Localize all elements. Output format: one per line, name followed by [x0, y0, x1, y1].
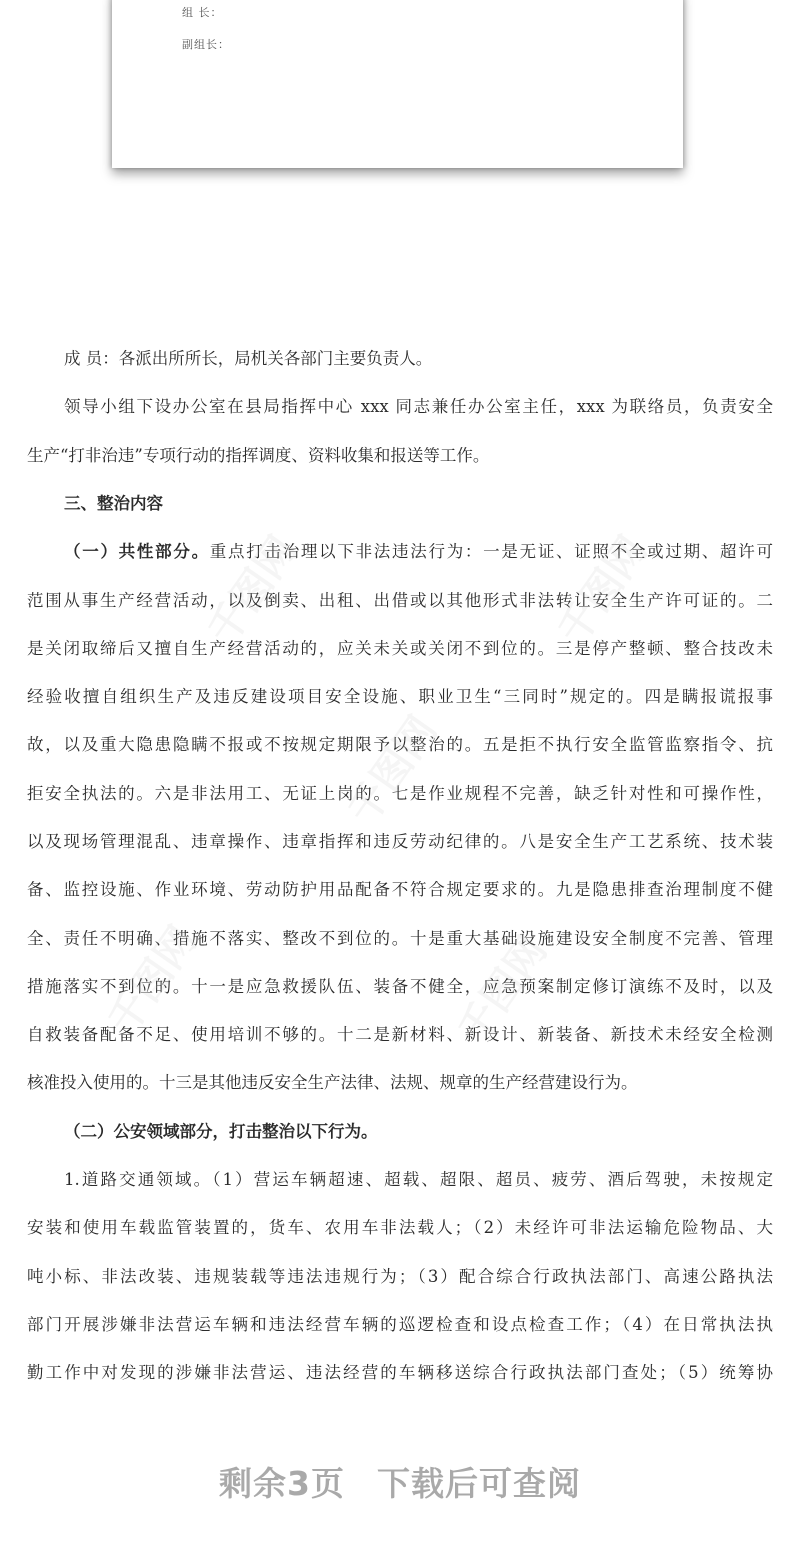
paragraph-first-line: [64, 1122, 773, 1142]
paragraph-line: [27, 1267, 773, 1287]
previous-page-card: [112, 0, 683, 168]
leader-label: 组 长：: [182, 6, 223, 19]
paragraph-line: [27, 832, 773, 852]
watermark: 千图网: [338, 707, 447, 833]
watermark: 千图网: [198, 527, 307, 653]
line-text: 三、整治内容: [64, 494, 163, 513]
line-text: 重点打击治理以下非法违法行为：一是无证、证照不全或过期、超许可: [209, 542, 774, 561]
paragraph-line: [27, 1073, 773, 1093]
paragraph-line: [27, 784, 773, 804]
line-text: 部门开展涉嫌非法营运车辆和违法经营车辆的巡逻检查和设点检查工作；（4）在日常执法执: [27, 1315, 773, 1334]
line-text: 拒安全执法的。六是非法用工、无证上岗的。七是作业规程不完善，缺乏针对性和可操作性，: [27, 784, 773, 803]
watermark: 千图网: [448, 927, 557, 1053]
line-text: 勤工作中对发现的涉嫌非法营运、违法经营的车辆移送综合行政执法部门查处；（5）统筹协: [27, 1363, 773, 1382]
paragraph-line: [27, 977, 773, 997]
paragraph-line: [27, 1363, 773, 1383]
paragraph-line: [27, 687, 773, 707]
paragraph-line: [27, 735, 773, 755]
line-text: 经验收擅自组织生产及违反建设项目安全设施、职业卫生“三同时”规定的。四是瞒报谎报事: [27, 687, 773, 706]
paragraph-first-line: [64, 494, 773, 514]
paragraph-first-line: [64, 397, 773, 417]
line-text: 全、责任不明确、措施不落实、整改不到位的。十是重大基础设施建设安全制度不完善、管理: [27, 929, 773, 948]
line-text: 自救装备配备不足、使用培训不够的。十二是新材料、新设计、新装备、新技术未经安全检测: [27, 1025, 773, 1044]
download-prompt[interactable]: [0, 1458, 800, 1505]
line-text: 生产“打非治违”专项行动的指挥调度、资料收集和报送等工作。: [27, 446, 490, 465]
deputy-leader-label: 副组长：: [182, 38, 230, 51]
paragraph-first-line: [64, 1170, 773, 1190]
paragraph-line: [27, 591, 773, 611]
paragraph-line: [27, 880, 773, 900]
line-text: 以及现场管理混乱、违章操作、违章指挥和违反劳动纪律的。八是安全生产工艺系统、技术装: [27, 832, 773, 851]
paragraph-first-line: [64, 542, 773, 562]
line-text: 范围从事生产经营活动，以及倒卖、出租、出借或以其他形式非法转让安全生产许可证的。二: [27, 591, 773, 610]
line-text: 领导小组下设办公室在县局指挥中心 xxx 同志兼任办公室主任，xxx 为联络员，负责安全: [64, 397, 773, 416]
line-text: 备、监控设施、作业环境、劳动防护用品配备不符合规定要求的。九是隐患排查治理制度不健: [27, 880, 773, 899]
line-text: 1.道路交通领域。（1）营运车辆超速、超载、超限、超员、疲劳、酒后驾驶，未按规定: [64, 1170, 773, 1189]
paragraph-line: [27, 1218, 773, 1238]
line-text: 核准投入使用的。十三是其他违反安全生产法律、法规、规章的生产经营建设行为。: [27, 1073, 638, 1092]
paragraph-line: [27, 1025, 773, 1045]
download-to-view-text[interactable]: 下载后可查阅: [376, 1464, 581, 1503]
line-text: 成 员：各派出所所长，局机关各部门主要负责人。: [64, 349, 433, 368]
paragraph-first-line: [64, 349, 773, 369]
remaining-pages-text: 剩余3页: [219, 1464, 345, 1503]
line-text: 吨小标、非法改装、违规装载等违法违规行为；（3）配合综合行政执法部门、高速公路执法: [27, 1267, 773, 1286]
paragraph-line: [27, 929, 773, 949]
section-heading: （一）共性部分。: [64, 542, 210, 561]
line-text: 措施落实不到位的。十一是应急救援队伍、装备不健全，应急预案制定修订演练不及时，以及: [27, 977, 773, 996]
paragraph-line: [27, 639, 773, 659]
line-text: （二）公安领域部分，打击整治以下行为。: [64, 1122, 378, 1141]
line-text: 安装和使用车载监管装置的，货车、农用车非法载人；（2）未经许可非法运输危险物品、大: [27, 1218, 773, 1237]
paragraph-line: [27, 446, 773, 466]
line-text: 故，以及重大隐患隐瞒不报或不按规定期限予以整治的。五是拒不执行安全监管监察指令、抗: [27, 735, 773, 754]
watermark: 千图网: [548, 527, 657, 653]
line-text: 是关闭取缔后又擅自生产经营活动的，应关未关或关闭不到位的。三是停产整顿、整合技改未: [27, 639, 773, 658]
watermark: 千图网: [98, 917, 207, 1043]
paragraph-line: [27, 1315, 773, 1335]
